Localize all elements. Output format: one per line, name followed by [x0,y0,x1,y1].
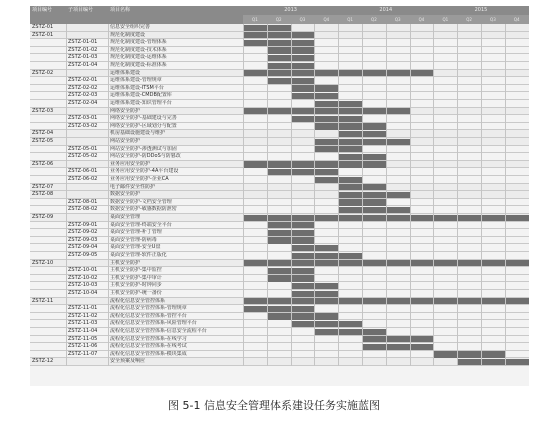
row-name: 业务应用安全防护 [110,160,151,167]
row-sub: ZSTZ-01-03 [68,54,98,61]
row-name: 业务应用安全防护-企业CA [110,176,169,182]
row-name: 规范化制度建设-标准体系 [110,62,167,68]
row-name: 桌面安全管理-防病毒 [110,236,157,243]
grid-line [243,24,244,366]
grid-line [386,24,387,366]
header-col1: 项目编号 [30,6,66,24]
quarter-header: Q3 [386,15,410,24]
quarter-header: Q2 [457,15,481,24]
grid-line [108,24,109,366]
row-sub: ZSTZ-10-04 [68,290,98,296]
table-row [30,168,529,176]
row-sub: ZSTZ-11-04 [68,328,98,334]
grid-line [66,24,67,366]
row-name: 机房基础设施建设与维护 [110,130,166,137]
table-row [30,290,529,298]
row-name: 规范化制度建设-运维体系 [110,54,167,61]
row-sub: ZSTZ-11-05 [68,335,98,342]
row-name: 规范化制度建设-管理体系 [110,39,167,46]
table-row [30,184,529,192]
row-name: 数据安全防护-敏感数据防泄密 [110,206,177,213]
row-sub: ZSTZ-01-04 [68,62,98,68]
row-sub: ZSTZ-08-02 [68,206,98,213]
row-sub: ZSTZ-06-01 [68,168,98,175]
row-name: 流程化信息安全管控体系-在线学习 [110,335,187,342]
row-name: 桌面安全管理-安全U盘 [110,244,161,251]
row-sub: ZSTZ-01-01 [68,39,98,46]
quarter-header: Q3 [481,15,505,24]
table-row [30,77,529,85]
table-row [30,305,529,313]
row-sub: ZSTZ-09-04 [68,244,98,251]
gantt-table [30,6,529,386]
year-header: 2015 [433,6,528,15]
row-code: ZSTZ-10 [32,259,54,266]
grid-line [314,24,315,366]
grid-line [481,24,482,366]
gantt-bar [291,321,362,327]
row-name: 网站安全防护-防DDoS与防篡改 [110,153,181,160]
row-name: 数据安全防护 [110,191,141,198]
table-row [30,237,529,245]
year-header: 2013 [243,6,338,15]
table-row [30,229,529,237]
row-sub: ZSTZ-02-01 [68,77,98,84]
row-sub: ZSTZ-09-02 [68,229,98,236]
table-row [30,222,529,230]
gantt-bar [243,306,314,312]
row-code: ZSTZ-01 [32,24,54,30]
table-row [30,358,529,366]
table-row [30,39,529,47]
grid-line [362,24,363,366]
row-code: ZSTZ-03 [32,107,54,114]
table-row [30,100,529,108]
row-sub: ZSTZ-09-05 [68,252,98,258]
table-row [30,199,529,207]
quarter-header: Q3 [291,15,315,24]
row-name: 网站安全防护 [110,138,141,144]
gantt-bar [243,40,314,46]
row-name: 网站安全防护-渗透测试与加固 [110,145,177,152]
row-code: ZSTZ-11 [32,297,54,304]
row-name: 运维体系建设 [110,69,141,76]
row-name: 流程化信息安全管控体系-在线考试 [110,343,187,350]
table-row [30,161,529,169]
quarter-header: Q4 [410,15,434,24]
table-row [30,138,529,146]
table-row [30,252,529,260]
table-row [30,267,529,275]
row-name: 流程化信息安全管控体系-管理规章 [110,305,187,312]
row-sub: ZSTZ-03-02 [68,122,98,129]
table-row [30,32,529,40]
table-row [30,54,529,62]
row-sub: ZSTZ-11-06 [68,343,98,350]
quarter-header: Q1 [433,15,457,24]
table-row [30,191,529,199]
row-sub: ZSTZ-05-01 [68,145,98,152]
row-sub: ZSTZ-06-02 [68,176,98,182]
quarter-header: Q2 [362,15,386,24]
grid-line [267,24,268,366]
table-row [30,328,529,336]
gantt-bar [338,192,409,198]
table-row [30,336,529,344]
row-sub: ZSTZ-09-01 [68,221,98,228]
table-row [30,244,529,252]
gantt-bar [338,207,409,213]
header-col3: 项目名称 [108,6,243,24]
row-name: 业务应用安全防护-4A平台建设 [110,168,179,175]
row-sub: ZSTZ-10-02 [68,274,98,281]
grid-line [410,24,411,366]
row-code: ZSTZ-05 [32,138,54,144]
row-name: 主机安全防护 [110,259,141,266]
table-row [30,260,529,268]
row-sub: ZSTZ-01-02 [68,46,98,53]
table-row [30,115,529,123]
row-name: 运维体系建设-知识管理平台 [110,100,172,106]
table-row [30,320,529,328]
table-row [30,130,529,138]
gantt-bar [243,108,410,114]
gantt-bar [433,351,504,357]
row-code: ZSTZ-02 [32,69,54,76]
row-name: 流程化信息安全管控体系-模块集成 [110,350,187,357]
table-row [30,282,529,290]
grid-line [291,24,292,366]
row-sub: ZSTZ-10-03 [68,282,98,289]
quarter-header: Q1 [243,15,267,24]
row-name: 流程化信息安全管控体系-信息安全流程平台 [110,328,207,334]
gantt-bar [362,344,433,350]
row-code: ZSTZ-04 [32,130,54,137]
row-name: 运维体系建设-CMDB配置库 [110,92,172,99]
row-sub: ZSTZ-11-07 [68,350,98,357]
row-name: 主机安全防护-统一备份 [110,290,162,296]
row-code: ZSTZ-07 [32,183,54,190]
row-name: 主机安全防护-集中监控 [110,267,162,274]
gantt-bar [362,336,433,342]
row-sub: ZSTZ-10-01 [68,267,98,274]
row-name: 网络安全防护 [110,107,141,114]
row-sub: ZSTZ-02-02 [68,84,98,91]
table-row [30,85,529,93]
table-row [30,313,529,321]
row-sub: ZSTZ-11-02 [68,312,98,319]
row-code: ZSTZ-06 [32,160,54,167]
table-row [30,275,529,283]
gantt-bar [291,116,362,122]
table-row [30,24,529,32]
grid-line [457,24,458,366]
row-code: ZSTZ-12 [32,358,54,365]
row-sub: ZSTZ-05-02 [68,153,98,160]
table-row [30,214,529,222]
table-row [30,176,529,184]
gantt-bar [457,359,528,365]
gantt-bar [267,313,338,319]
row-name: 网络安全防护-区域划分与配置 [110,122,177,129]
grid-line [338,24,339,366]
grid-line [433,24,434,366]
row-name: 桌面安全管理-终端安全平台 [110,221,172,228]
quarter-header: Q4 [505,15,529,24]
row-name: 规范化制度建设-技术体系 [110,46,167,53]
row-name: 规范化制度建设 [110,31,146,38]
table-row [30,153,529,161]
gantt-bar [291,253,362,259]
row-name: 主机安全防护-时钟同步 [110,282,162,289]
row-sub: ZSTZ-03-01 [68,115,98,122]
quarter-header: Q2 [267,15,291,24]
table-row [30,108,529,116]
quarter-header: Q4 [314,15,338,24]
row-sub: ZSTZ-02-03 [68,92,98,99]
gantt-bar [314,329,385,335]
row-code: ZSTZ-09 [32,214,54,220]
gantt-bar [243,32,314,38]
grid-line [505,24,506,366]
table-row [30,92,529,100]
row-name: 数据安全防护-文档安全管理 [110,198,172,205]
row-code: ZSTZ-08 [32,191,54,198]
row-name: 主机安全防护-集中审计 [110,274,162,281]
row-code: ZSTZ-01 [32,31,54,38]
header-col2: 子项目编号 [66,6,108,24]
quarter-header: Q1 [338,15,362,24]
row-name: 桌面安全管理-补丁管理 [110,229,162,236]
row-name: 运维体系建设-管理规章 [110,77,162,84]
row-name: 电子邮件安全性防护 [110,183,156,190]
row-name: 安全预案及响应 [110,358,146,365]
table-row [30,298,529,306]
row-sub: ZSTZ-08-01 [68,198,98,205]
table-row [30,62,529,70]
row-name: 流程化信息安全管控体系-风险管理平台 [110,320,197,327]
row-name: 流程化信息安全管控体系-管控平台 [110,312,187,319]
row-name: 信息安全组织完善 [110,24,151,30]
row-sub: ZSTZ-11-03 [68,320,98,327]
row-sub: ZSTZ-02-04 [68,100,98,106]
gantt-bar [314,123,385,129]
table-row [30,47,529,55]
row-name: 桌面安全管理 [110,214,141,220]
year-header: 2014 [338,6,433,15]
table-row [30,146,529,154]
figure-caption: 图 5-1 信息安全管理体系建设任务实施蓝图 [168,399,380,412]
row-name: 运维体系建设-ITSM平台 [110,84,164,91]
table-row [30,343,529,351]
table-row [30,70,529,78]
gantt-bar [267,169,338,175]
row-name: 桌面安全管理-软件正版化 [110,252,167,258]
table-row [30,206,529,214]
row-sub: ZSTZ-11-01 [68,305,98,312]
table-row [30,123,529,131]
row-sub: ZSTZ-09-03 [68,236,98,243]
table-row [30,351,529,359]
row-name: 流程化信息安全管控体系 [110,297,166,304]
row-name: 网络安全防护-基础建设与完善 [110,115,177,122]
